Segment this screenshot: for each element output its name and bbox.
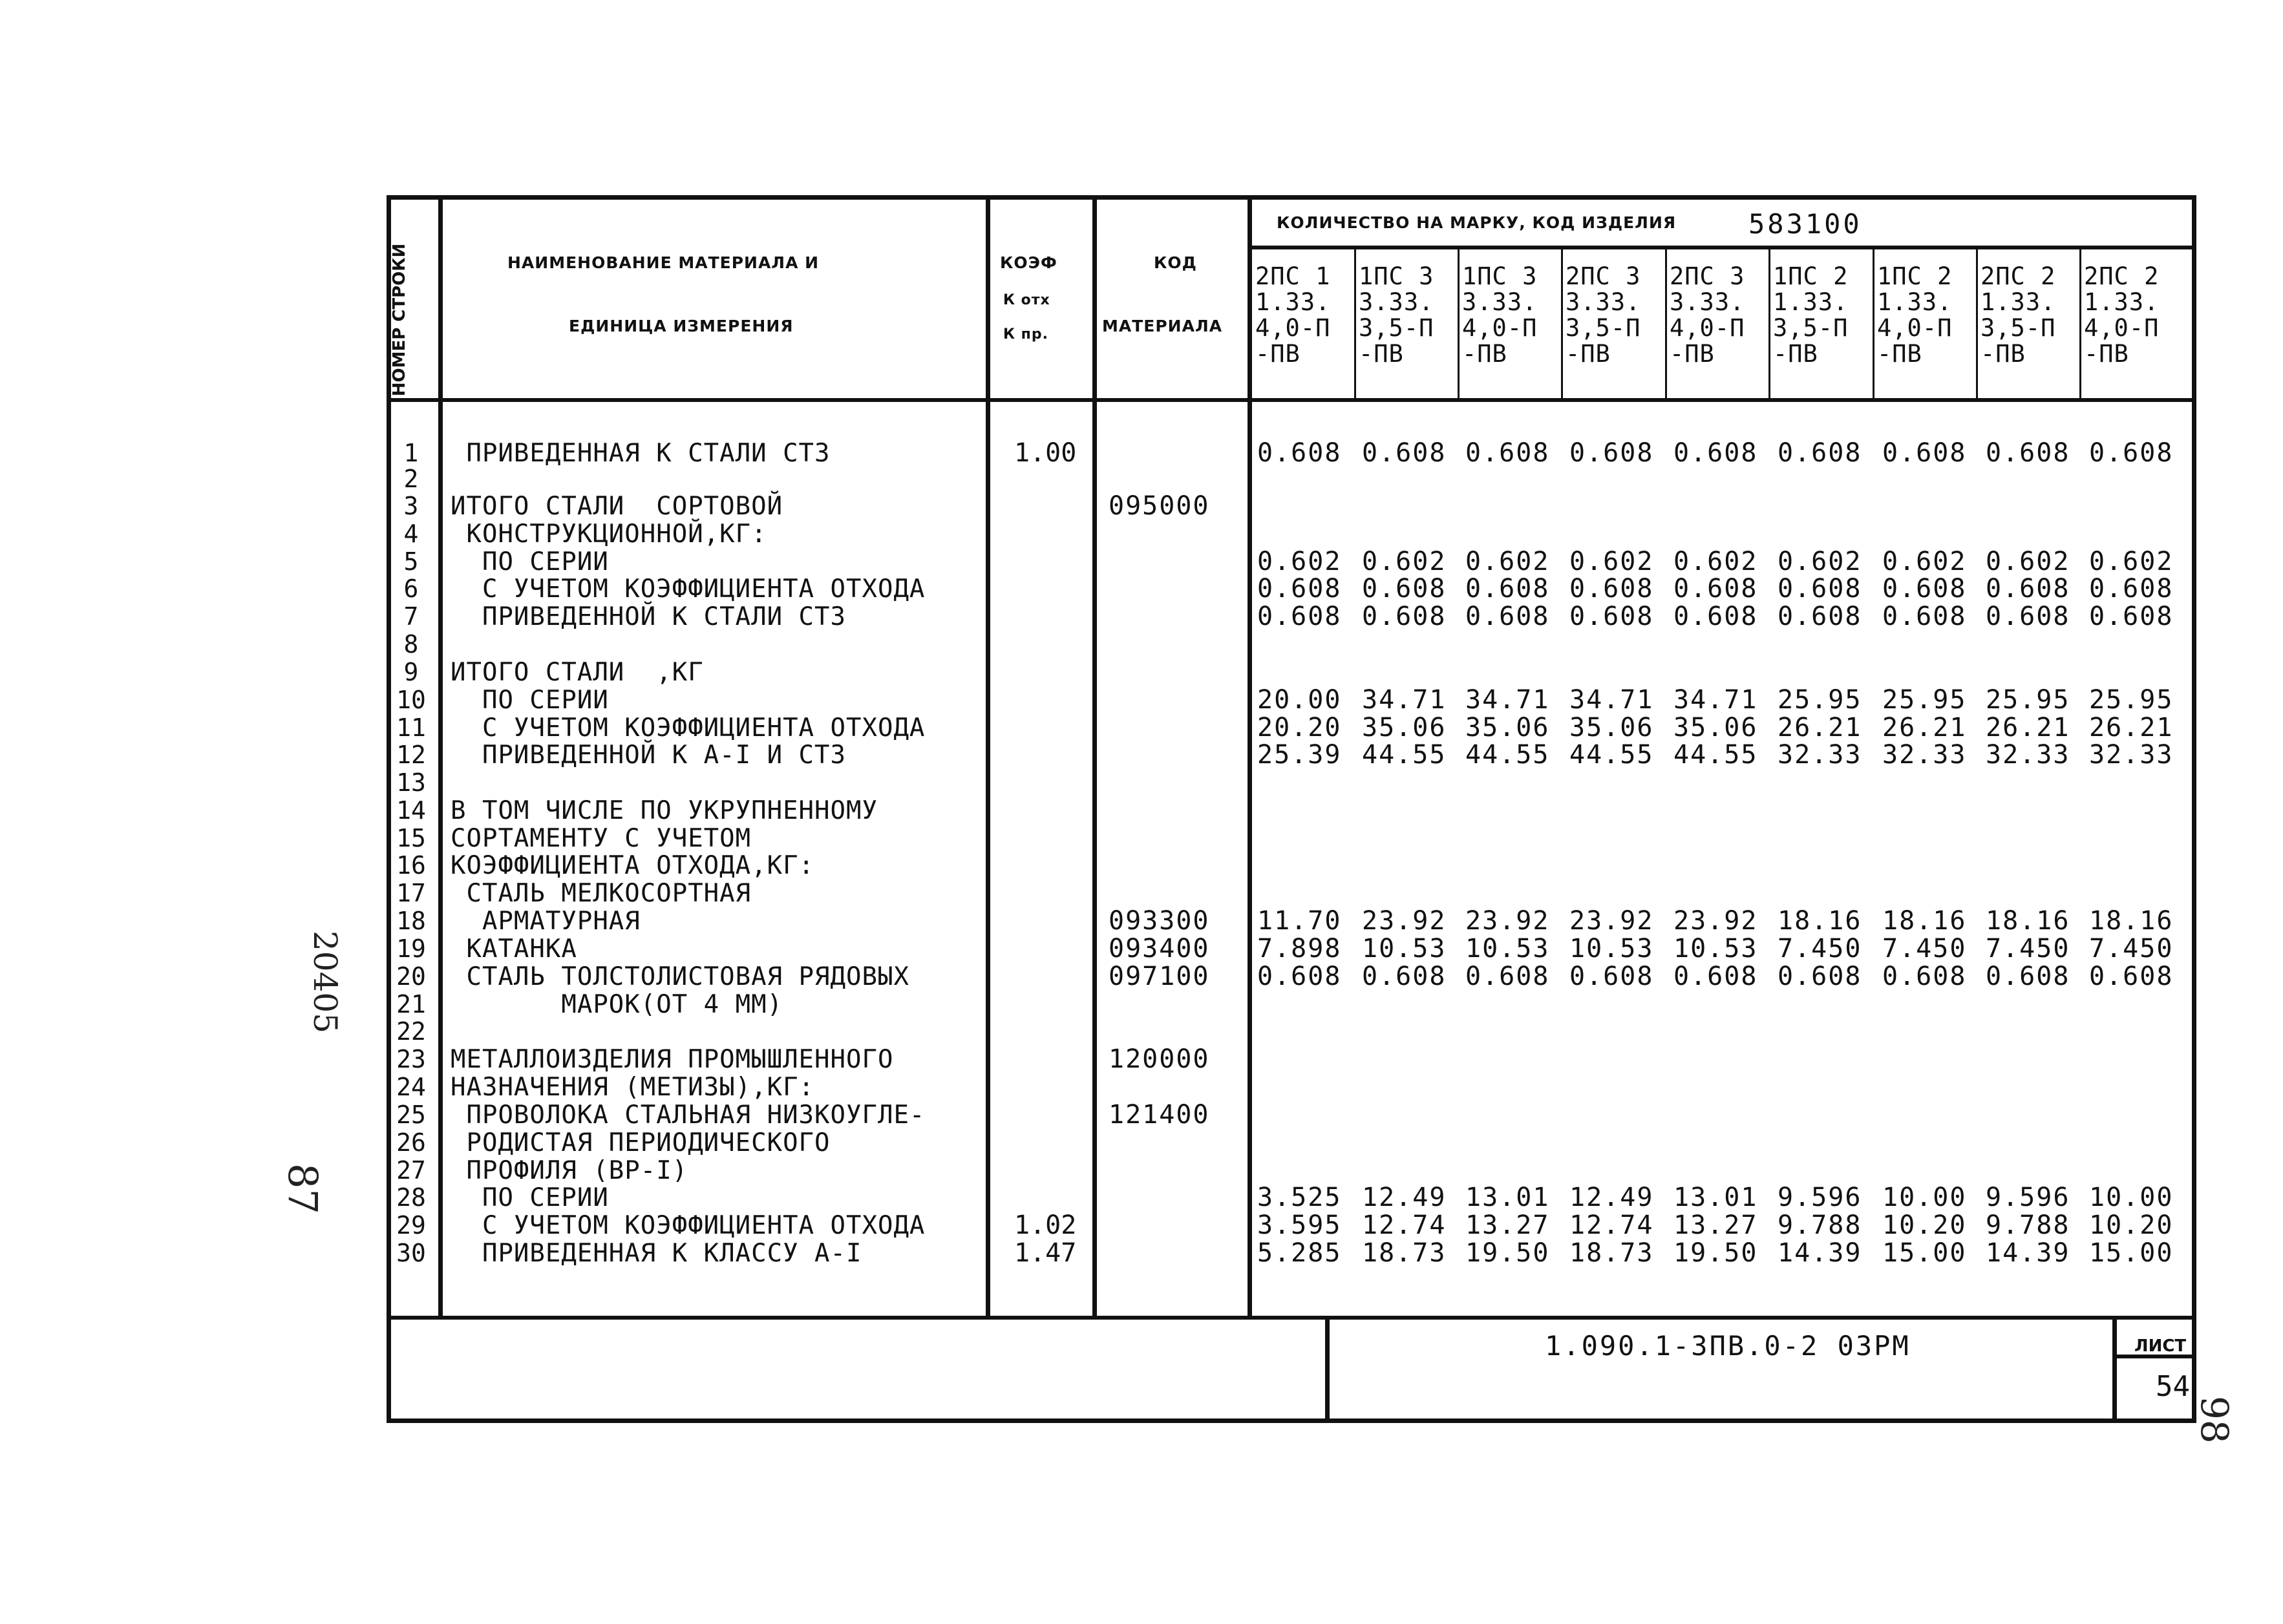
quantity-value: 0.608 <box>1569 962 1654 991</box>
material-name: СТАЛЬ МЕЛКОСОРТНАЯ <box>451 879 752 908</box>
table-row <box>391 1157 2194 1185</box>
table-row <box>391 1046 2194 1073</box>
column-header-line: 3,5-П <box>1359 314 1434 342</box>
column-header-line: 2ПС 2 <box>1980 262 2056 290</box>
column-header-line: 2ПС 2 <box>2084 262 2160 290</box>
quantity-value: 0.608 <box>1257 962 1342 991</box>
quantity-value: 0.608 <box>1362 574 1447 604</box>
table-row <box>391 935 2194 963</box>
quantity-value: 19.50 <box>1673 1238 1758 1268</box>
row-number-header: НОМЕР СТРОКИ <box>390 243 409 397</box>
quantity-value: 23.92 <box>1673 906 1758 936</box>
document-number: 1.090.1-3ПВ.0-2 03РМ <box>1545 1330 1911 1362</box>
column-header-line: -ПВ <box>1773 340 1818 368</box>
material-name: ИТОГО СТАЛИ ,КГ <box>451 658 704 687</box>
handwritten-inventory-number: 20405 <box>306 931 344 1034</box>
quantity-value: 0.602 <box>1986 547 2070 576</box>
quantity-value: 0.608 <box>1882 962 1967 991</box>
quantity-value: 7.450 <box>1882 934 1967 964</box>
table-row <box>391 907 2194 935</box>
quantity-value: 0.602 <box>1465 547 1550 576</box>
row-number: 12 <box>396 741 426 769</box>
quantity-value: 14.39 <box>1986 1238 2070 1268</box>
quantity-value: 20.20 <box>1257 713 1342 743</box>
material-name: КОНСТРУКЦИОННОЙ,КГ: <box>451 520 767 549</box>
column-header-line: -ПВ <box>2084 340 2129 368</box>
column-header-8 <box>1980 264 2055 367</box>
quantity-value: 0.608 <box>2089 438 2174 468</box>
row-number: 2 <box>403 465 419 493</box>
quantity-value: 0.608 <box>1778 438 1862 468</box>
quantity-value: 26.21 <box>1882 713 1967 743</box>
material-code: 093400 <box>1109 934 1210 964</box>
quantity-value: 0.602 <box>1257 547 1342 576</box>
coefficient: 1.02 <box>1014 1210 1077 1240</box>
column-header-line: 2ПС 3 <box>1670 262 1745 290</box>
quantity-value: 0.608 <box>1673 438 1758 468</box>
quantity-value: 0.608 <box>1882 438 1967 468</box>
table-row <box>391 492 2194 520</box>
quantity-value: 18.73 <box>1362 1238 1447 1268</box>
quantity-value: 34.71 <box>1569 685 1654 715</box>
quantity-value: 0.608 <box>1882 574 1967 604</box>
table-row <box>391 769 2194 797</box>
quantity-value: 10.53 <box>1673 934 1758 964</box>
quantity-value: 0.608 <box>1778 962 1862 991</box>
divider-col <box>1354 247 1356 401</box>
material-code: 120000 <box>1109 1044 1210 1074</box>
code-header-line1: КОД <box>1154 253 1197 272</box>
quantity-value: 0.608 <box>1673 962 1758 991</box>
divider-col <box>1873 247 1874 401</box>
column-header-line: 4,0-П <box>1670 314 1745 342</box>
quantity-value: 23.92 <box>1569 906 1654 936</box>
divider-col <box>1768 247 1770 401</box>
material-name: НАЗНАЧЕНИЯ (МЕТИЗЫ),КГ: <box>451 1073 815 1102</box>
column-header-4 <box>1566 264 1641 367</box>
handwritten-page-number: 98 <box>2193 1396 2236 1444</box>
quantity-value: 0.608 <box>1673 602 1758 631</box>
material-name: ПО СЕРИИ <box>451 686 609 715</box>
table-row <box>391 797 2194 825</box>
table-row <box>391 741 2194 769</box>
row-number: 27 <box>396 1156 426 1185</box>
column-header-line: 3,5-П <box>1566 314 1641 342</box>
row-number: 30 <box>396 1239 426 1267</box>
table-row <box>391 686 2194 714</box>
quantity-value: 10.20 <box>1882 1210 1967 1240</box>
row-number: 9 <box>403 658 419 686</box>
header-bottom-line <box>387 398 2196 402</box>
coef-header-line2: К отх <box>1003 292 1050 308</box>
row-number: 23 <box>396 1045 426 1073</box>
quantity-value: 44.55 <box>1362 740 1447 770</box>
quantity-value: 26.21 <box>1778 713 1862 743</box>
material-name: ПРИВЕДЕННАЯ К КЛАССУ А-I <box>451 1239 862 1268</box>
column-header-line: -ПВ <box>1566 340 1611 368</box>
column-header-line: 2ПС 1 <box>1255 262 1331 290</box>
quantity-value: 0.608 <box>1986 962 2070 991</box>
table-row <box>391 1101 2194 1129</box>
quantity-value: 26.21 <box>2089 713 2174 743</box>
material-code: 097100 <box>1109 962 1210 991</box>
quantity-value: 25.95 <box>2089 685 2174 715</box>
divider-col <box>1665 247 1667 401</box>
table-row <box>391 1018 2194 1046</box>
material-name: ПРИВЕДЕННОЙ К СТАЛИ СТ3 <box>451 602 846 631</box>
quantity-value: 7.450 <box>1778 934 1862 964</box>
quantity-value: 0.608 <box>1362 962 1447 991</box>
column-header-line: -ПВ <box>1980 340 2026 368</box>
quantity-value: 10.53 <box>1569 934 1654 964</box>
table-row <box>391 852 2194 880</box>
quantity-value: 35.06 <box>1465 713 1550 743</box>
material-code: 121400 <box>1109 1100 1210 1130</box>
table-row <box>391 575 2194 603</box>
material-name: ПРОВОЛОКА СТАЛЬНАЯ НИЗКОУГЛЕ- <box>451 1101 926 1130</box>
column-header-line: 3.33. <box>1359 288 1434 316</box>
header-qty-line <box>1248 246 2196 249</box>
row-number: 19 <box>396 934 426 963</box>
column-header-line: 1.33. <box>1773 288 1849 316</box>
quantity-value: 9.596 <box>1986 1183 2070 1212</box>
name-header-line1: НАИМЕНОВАНИЕ МАТЕРИАЛА И <box>507 253 820 272</box>
quantity-value: 44.55 <box>1569 740 1654 770</box>
quantity-value: 0.608 <box>2089 602 2174 631</box>
quantity-value: 12.74 <box>1362 1210 1447 1240</box>
quantity-value: 25.95 <box>1778 685 1862 715</box>
row-number: 4 <box>403 520 419 548</box>
material-name: ПРОФИЛЯ (ВР-I) <box>451 1156 688 1185</box>
table-row <box>391 714 2194 742</box>
table-row <box>391 659 2194 686</box>
quantity-value: 0.608 <box>1986 438 2070 468</box>
quantity-value: 0.608 <box>1465 962 1550 991</box>
table-row <box>391 963 2194 991</box>
table-row <box>391 1073 2194 1101</box>
column-header-3 <box>1462 264 1537 367</box>
row-number: 6 <box>403 575 419 603</box>
column-header-line: 1ПС 2 <box>1877 262 1953 290</box>
column-header-6 <box>1773 264 1848 367</box>
column-header-5 <box>1670 264 1745 367</box>
quantity-value: 7.898 <box>1257 934 1342 964</box>
quantity-value: 10.00 <box>2089 1183 2174 1212</box>
code-header-line2: МАТЕРИАЛА <box>1102 317 1223 335</box>
divider-col <box>1458 247 1460 401</box>
quantity-value: 5.285 <box>1257 1238 1342 1268</box>
quantity-value: 10.53 <box>1362 934 1447 964</box>
quantity-value: 0.608 <box>2089 962 2174 991</box>
column-header-line: 3.33. <box>1670 288 1745 316</box>
material-name: СТАЛЬ ТОЛСТОЛИСТОВАЯ РЯДОВЫХ <box>451 962 909 991</box>
quantity-value: 12.49 <box>1362 1183 1447 1212</box>
quantity-value: 13.27 <box>1673 1210 1758 1240</box>
quantity-value: 0.608 <box>1569 438 1654 468</box>
table-row <box>391 520 2194 548</box>
quantity-value: 35.06 <box>1362 713 1447 743</box>
quantity-value: 0.608 <box>1465 438 1550 468</box>
name-header-line2: ЕДИНИЦА ИЗМЕРЕНИЯ <box>569 317 794 335</box>
quantity-value: 35.06 <box>1673 713 1758 743</box>
table-row <box>391 1184 2194 1212</box>
column-header-line: 3.33. <box>1566 288 1641 316</box>
column-header-line: 1.33. <box>1255 288 1331 316</box>
column-header-line: 1ПС 3 <box>1359 262 1434 290</box>
material-name: МАРОК(ОТ 4 ММ) <box>451 990 783 1019</box>
table-row <box>391 465 2194 493</box>
row-number: 25 <box>396 1101 426 1129</box>
row-number: 14 <box>396 796 426 825</box>
coefficient: 1.00 <box>1014 438 1077 468</box>
quantity-value: 18.16 <box>2089 906 2174 936</box>
quantity-value: 19.50 <box>1465 1238 1550 1268</box>
quantity-value: 0.608 <box>1257 574 1342 604</box>
quantity-value: 0.608 <box>2089 574 2174 604</box>
material-name: ПО СЕРИИ <box>451 1183 609 1212</box>
quantity-value: 35.06 <box>1569 713 1654 743</box>
quantity-value: 0.608 <box>1569 574 1654 604</box>
material-name: МЕТАЛЛОИЗДЕЛИЯ ПРОМЫШЛЕННОГО <box>451 1045 894 1074</box>
material-name: КОЭФФИЦИЕНТА ОТХОДА,КГ: <box>451 851 815 880</box>
quantity-value: 18.16 <box>1986 906 2070 936</box>
material-name: ПРИВЕДЕННАЯ К СТАЛИ СТ3 <box>451 439 831 468</box>
quantity-value: 9.596 <box>1778 1183 1862 1212</box>
quantity-value: 25.95 <box>1986 685 2070 715</box>
quantity-value: 0.602 <box>1882 547 1967 576</box>
quantity-value: 25.39 <box>1257 740 1342 770</box>
row-number: 11 <box>396 713 426 742</box>
quantity-value: 10.00 <box>1882 1183 1967 1212</box>
material-name: С УЧЕТОМ КОЭФФИЦИЕНТА ОТХОДА <box>451 1211 926 1240</box>
row-number: 26 <box>396 1128 426 1157</box>
quantity-value: 18.16 <box>1882 906 1967 936</box>
table-row <box>391 439 2194 467</box>
column-header-line: 4,0-П <box>1877 314 1953 342</box>
column-header-line: 3,5-П <box>1773 314 1849 342</box>
quantity-value: 15.00 <box>1882 1238 1967 1268</box>
row-number: 7 <box>403 602 419 631</box>
row-number: 5 <box>403 547 419 576</box>
quantity-value: 0.602 <box>1778 547 1862 576</box>
column-header-2 <box>1359 264 1434 367</box>
material-name: СОРТАМЕНТУ С УЧЕТОМ <box>451 824 752 853</box>
row-number: 20 <box>396 962 426 991</box>
quantity-value: 0.608 <box>1778 574 1862 604</box>
coefficient: 1.47 <box>1014 1238 1077 1268</box>
row-number: 10 <box>396 686 426 714</box>
quantity-value: 44.55 <box>1465 740 1550 770</box>
quantity-value: 25.95 <box>1882 685 1967 715</box>
quantity-value: 12.49 <box>1569 1183 1654 1212</box>
table-row <box>391 880 2194 907</box>
quantity-value: 0.608 <box>1362 438 1447 468</box>
quantity-value: 13.01 <box>1673 1183 1758 1212</box>
quantity-value: 0.608 <box>1673 574 1758 604</box>
column-header-line: 2ПС 3 <box>1566 262 1641 290</box>
quantity-value: 20.00 <box>1257 685 1342 715</box>
column-header-line: 1.33. <box>1877 288 1953 316</box>
table-row <box>391 1239 2194 1267</box>
table-row <box>391 825 2194 852</box>
row-number: 21 <box>396 990 426 1018</box>
row-number: 13 <box>396 768 426 797</box>
quantity-value: 34.71 <box>1465 685 1550 715</box>
quantity-value: 0.602 <box>2089 547 2174 576</box>
coef-header-line1: КОЭФ <box>1000 253 1057 272</box>
quantity-value: 32.33 <box>1882 740 1967 770</box>
quantity-value: 0.608 <box>1257 438 1342 468</box>
material-name: РОДИСТАЯ ПЕРИОДИЧЕСКОГО <box>451 1128 831 1157</box>
sheet-label: ЛИСТ <box>2134 1336 2187 1356</box>
quantity-value: 23.92 <box>1465 906 1550 936</box>
material-name: ПО СЕРИИ <box>451 547 609 576</box>
quantity-value: 32.33 <box>2089 740 2174 770</box>
quantity-value: 32.33 <box>1986 740 2070 770</box>
column-header-9 <box>2084 264 2159 367</box>
product-code: 583100 <box>1748 208 1862 240</box>
quantity-value: 34.71 <box>1362 685 1447 715</box>
coef-header-line3: К пр. <box>1003 326 1048 343</box>
column-header-line: 4,0-П <box>1462 314 1538 342</box>
divider-col <box>2079 247 2081 401</box>
row-number: 15 <box>396 824 426 852</box>
quantity-value: 7.450 <box>2089 934 2174 964</box>
material-name: С УЧЕТОМ КОЭФФИЦИЕНТА ОТХОДА <box>451 575 926 604</box>
table-row <box>391 631 2194 659</box>
quantity-value: 13.01 <box>1465 1183 1550 1212</box>
quantity-value: 0.608 <box>1465 602 1550 631</box>
material-name: АРМАТУРНАЯ <box>451 907 641 936</box>
quantity-value: 0.602 <box>1673 547 1758 576</box>
sheet-number: 54 <box>2156 1370 2190 1403</box>
quantity-value: 3.525 <box>1257 1183 1342 1212</box>
row-number: 22 <box>396 1017 426 1046</box>
column-header-line: 1.33. <box>2084 288 2160 316</box>
quantity-value: 14.39 <box>1778 1238 1862 1268</box>
column-header-line: -ПВ <box>1462 340 1507 368</box>
material-name: С УЧЕТОМ КОЭФФИЦИЕНТА ОТХОДА <box>451 713 926 743</box>
column-header-line: -ПВ <box>1255 340 1301 368</box>
table-row <box>391 1129 2194 1157</box>
material-name: ИТОГО СТАЛИ СОРТОВОЙ <box>451 492 783 521</box>
quantity-value: 7.450 <box>1986 934 2070 964</box>
row-number: 16 <box>396 851 426 880</box>
quantity-value: 0.608 <box>1882 602 1967 631</box>
table-row <box>391 603 2194 631</box>
table-row <box>391 1212 2194 1239</box>
row-number: 1 <box>403 439 419 467</box>
material-name: КАТАНКА <box>451 934 577 964</box>
material-code: 095000 <box>1109 491 1210 521</box>
column-header-line: 1ПС 2 <box>1773 262 1849 290</box>
row-number: 28 <box>396 1183 426 1212</box>
row-number: 29 <box>396 1211 426 1239</box>
quantity-value: 44.55 <box>1673 740 1758 770</box>
quantity-value: 0.608 <box>1569 602 1654 631</box>
material-name: В ТОМ ЧИСЛЕ ПО УКРУПНЕННОМУ <box>451 796 878 825</box>
quantity-value: 18.73 <box>1569 1238 1654 1268</box>
quantity-value: 10.20 <box>2089 1210 2174 1240</box>
row-number: 17 <box>396 879 426 907</box>
column-header-line: -ПВ <box>1877 340 1922 368</box>
column-header-line: 3.33. <box>1462 288 1538 316</box>
quantity-value: 0.608 <box>1986 602 2070 631</box>
table-row <box>391 991 2194 1018</box>
column-header-line: 4,0-П <box>1255 314 1331 342</box>
quantity-value: 0.608 <box>1778 602 1862 631</box>
column-header-line: 3,5-П <box>1980 314 2056 342</box>
row-number: 24 <box>396 1073 426 1101</box>
quantity-value: 11.70 <box>1257 906 1342 936</box>
quantity-value: 34.71 <box>1673 685 1758 715</box>
row-number: 3 <box>403 492 419 520</box>
quantity-value: 32.33 <box>1778 740 1862 770</box>
quantity-value: 26.21 <box>1986 713 2070 743</box>
quantity-value: 0.608 <box>1986 574 2070 604</box>
column-header-line: -ПВ <box>1359 340 1404 368</box>
table-bottom-line <box>387 1316 2196 1320</box>
row-number: 18 <box>396 907 426 935</box>
divider-col <box>1561 247 1563 401</box>
quantity-value: 0.608 <box>1465 574 1550 604</box>
quantity-value: 10.53 <box>1465 934 1550 964</box>
quantity-value: 18.16 <box>1778 906 1862 936</box>
quantity-value: 23.92 <box>1362 906 1447 936</box>
quantity-value: 15.00 <box>2089 1238 2174 1268</box>
column-header-line: 1.33. <box>1980 288 2056 316</box>
quantity-value: 3.595 <box>1257 1210 1342 1240</box>
column-header-7 <box>1877 264 1952 367</box>
quantity-value: 0.608 <box>1362 602 1447 631</box>
column-header-1 <box>1255 264 1330 367</box>
column-header-line: 4,0-П <box>2084 314 2160 342</box>
column-header-line: 1ПС 3 <box>1462 262 1538 290</box>
column-header-line: -ПВ <box>1670 340 1715 368</box>
quantity-header: КОЛИЧЕСТВО НА МАРКУ, КОД ИЗДЕЛИЯ <box>1277 213 1677 232</box>
material-code: 093300 <box>1109 906 1210 936</box>
quantity-value: 12.74 <box>1569 1210 1654 1240</box>
quantity-value: 0.608 <box>1257 602 1342 631</box>
handwritten-note: 87 <box>279 1163 326 1214</box>
material-name: ПРИВЕДЕННОЙ К А-I И СТ3 <box>451 741 846 770</box>
table-row <box>391 548 2194 576</box>
quantity-value: 0.602 <box>1362 547 1447 576</box>
quantity-value: 13.27 <box>1465 1210 1550 1240</box>
quantity-value: 9.788 <box>1986 1210 2070 1240</box>
titleblock-divider <box>1325 1316 1330 1423</box>
titleblock-sheet-divider <box>2112 1316 2117 1423</box>
quantity-value: 9.788 <box>1778 1210 1862 1240</box>
quantity-value: 0.602 <box>1569 547 1654 576</box>
row-number: 8 <box>403 630 419 659</box>
divider-col <box>1976 247 1978 401</box>
